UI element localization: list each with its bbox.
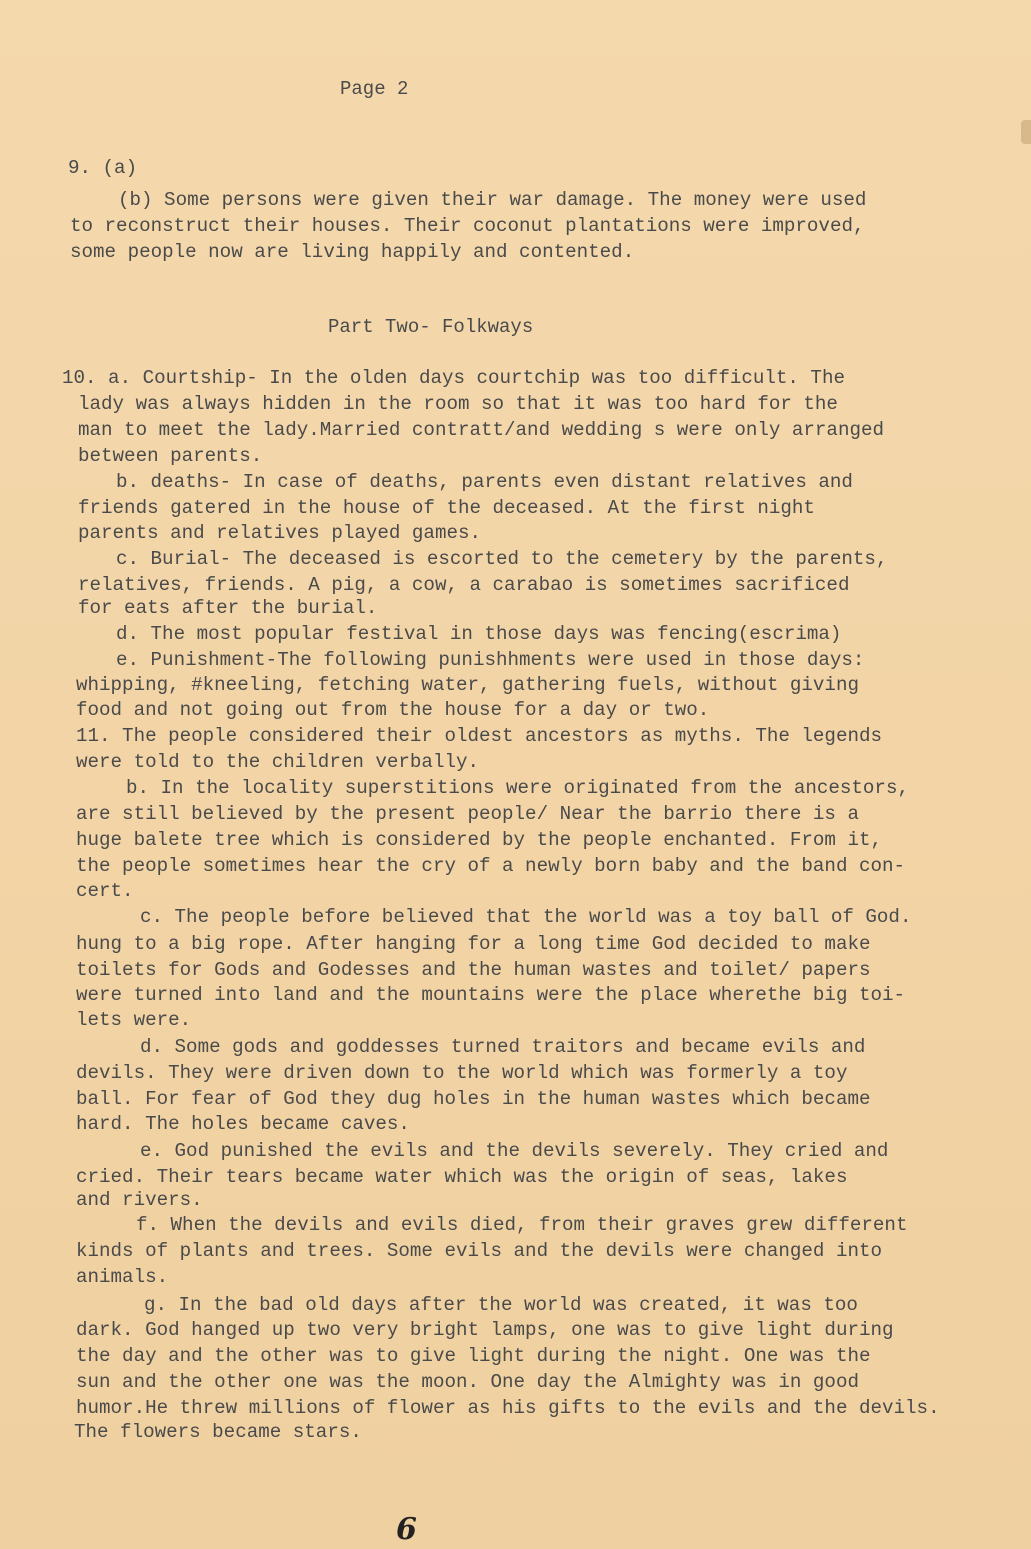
body-line: are still believed by the present people/ Near the barrio there is a <box>76 803 859 825</box>
body-line: between parents. <box>78 445 263 467</box>
body-line: animals. <box>76 1266 169 1288</box>
body-line: The flowers became stars. <box>74 1421 362 1443</box>
body-line: devils. They were driven down to the world which was formerly a toy <box>76 1062 848 1084</box>
body-line: g. In the bad old days after the world was created, it was too <box>144 1294 858 1316</box>
handwritten-page-number: 6 <box>396 1512 417 1547</box>
body-line: d. The most popular festival in those days was fencing(escrima) <box>116 623 842 645</box>
body-line: f. When the devils and evils died, from their graves grew different <box>136 1214 908 1236</box>
body-line: b. deaths- In case of deaths, parents even distant relatives and <box>116 471 853 493</box>
page-header: Page 2 <box>340 78 409 100</box>
body-line: relatives, friends. A pig, a cow, a carabao is sometimes sacrificed <box>78 574 850 596</box>
body-line: friends gatered in the house of the deceased. At the first night <box>78 497 815 519</box>
body-line: c. The people before believed that the world was a toy ball of God. <box>140 906 912 928</box>
body-line: man to meet the lady.Married contratt/and wedding s were only arranged <box>78 419 885 441</box>
body-line: kinds of plants and trees. Some evils and the devils were changed into <box>76 1240 883 1262</box>
body-line: for eats after the burial. <box>78 597 378 619</box>
body-line: hard. The holes became caves. <box>76 1113 410 1135</box>
body-line: humor.He threw millions of flower as his gifts to the evils and the devils. <box>76 1397 940 1419</box>
body-line: huge balete tree which is considered by the people enchanted. From it, <box>76 829 883 851</box>
body-line: hung to a big rope. After hanging for a long time God decided to make <box>76 933 871 955</box>
body-line: 10. a. Courtship- In the olden days courtchip was too difficult. The <box>62 367 845 389</box>
body-line: were turned into land and the mountains were the place wherethe big toi- <box>76 984 906 1006</box>
body-line: lets were. <box>76 1009 192 1031</box>
body-line: parents and relatives played games. <box>78 522 482 544</box>
section-9b-line: to reconstruct their houses. Their coconut plantations were improved, <box>70 215 865 237</box>
body-line: d. Some gods and goddesses turned traitors and became evils and <box>140 1036 866 1058</box>
body-line: b. In the locality superstitions were originated from the ancestors, <box>126 777 909 799</box>
part-two-heading: Part Two- Folkways <box>328 316 534 338</box>
body-line: cert. <box>76 880 134 902</box>
body-line: cried. Their tears became water which was the origin of seas, lakes <box>76 1166 848 1188</box>
body-line: e. God punished the evils and the devils severely. They cried and <box>140 1140 889 1162</box>
body-line: whipping, #kneeling, fetching water, gathering fuels, without giving <box>76 674 859 696</box>
body-line: dark. God hanged up two very bright lamps, one was to give light during <box>76 1319 894 1341</box>
body-line: c. Burial- The deceased is escorted to the cemetery by the parents, <box>116 548 888 570</box>
body-line: toilets for Gods and Godesses and the human wastes and toilet/ papers <box>76 959 871 981</box>
body-line: sun and the other one was the moon. One day the Almighty was in good <box>76 1371 859 1393</box>
body-line: the day and the other was to give light during the night. One was the <box>76 1345 871 1367</box>
body-line: lady was always hidden in the room so that it was too hard for the <box>78 393 838 415</box>
body-line: ball. For fear of God they dug holes in the human wastes which became <box>76 1088 871 1110</box>
section-9b-line: some people now are living happily and contented. <box>70 241 635 263</box>
body-line: 11. The people considered their oldest ancestors as myths. The legends <box>76 725 883 747</box>
body-line: food and not going out from the house for a day or two. <box>76 699 710 721</box>
body-line: were told to the children verbally. <box>76 751 480 773</box>
section-9b-line: (b) Some persons were given their war damage. The money were used <box>118 189 867 211</box>
body-line: e. Punishment-The following punishhments were used in those days: <box>116 649 865 671</box>
section-9a-label: 9. (a) <box>68 157 138 179</box>
body-line: and rivers. <box>76 1189 203 1211</box>
body-line: the people sometimes hear the cry of a newly born baby and the band con- <box>76 855 906 877</box>
paper-edge-mark <box>1021 120 1031 144</box>
